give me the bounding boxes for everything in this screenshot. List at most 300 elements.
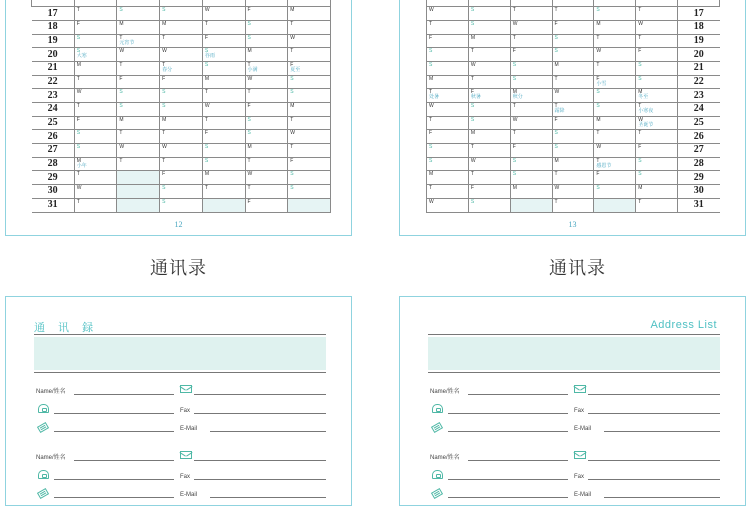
calendar-cell: [468, 144, 510, 158]
mobile-icon: [37, 488, 49, 499]
calendar-cell: [510, 157, 552, 171]
calendar-cell: [636, 75, 678, 89]
weekday-letter: T: [119, 157, 123, 164]
day-number: 29: [32, 171, 75, 185]
calendar-cell: [202, 198, 245, 212]
calendar-row: [427, 198, 720, 212]
day-number: 18: [678, 20, 720, 34]
calendar-cell: [636, 157, 678, 171]
calendar-cell: [202, 48, 245, 62]
calendar-cell: [288, 7, 331, 21]
calendar-cell: [288, 157, 331, 171]
weekday-letter: W: [470, 157, 476, 164]
envelope-icon: [180, 385, 192, 393]
weekday-letter: S: [247, 116, 251, 123]
calendar-cell: [510, 48, 552, 62]
weekday-letter: M: [119, 20, 124, 27]
calendar-row: [32, 7, 331, 21]
calendar-cell: [594, 130, 636, 144]
calendar-cell: [245, 7, 288, 21]
weekday-letter: F: [119, 75, 123, 82]
calendar-cell: [117, 157, 160, 171]
calendar-cell: [468, 89, 510, 103]
calendar-cell: [468, 48, 510, 62]
contact-entry: [34, 451, 326, 506]
calendar-cell: [427, 48, 469, 62]
phone-icon: [38, 404, 49, 413]
calendar-cell: [510, 185, 552, 199]
weekday-letter: S: [596, 103, 600, 109]
weekday-letter: T: [204, 20, 208, 27]
weekday-letter: F: [554, 116, 558, 123]
calendar-cell: [510, 103, 552, 117]
calendar-row: [32, 185, 331, 199]
weekday-letter: W: [554, 185, 560, 192]
mobile-field-line[interactable]: [54, 431, 174, 432]
weekday-letter: T: [76, 103, 80, 109]
day-number: 30: [678, 185, 720, 199]
calendar-cell: [288, 0, 331, 7]
calendar-row: [32, 144, 331, 158]
calendar-cell: [468, 0, 510, 7]
weekday-letter: S: [554, 48, 558, 55]
weekday-letter: S: [638, 75, 642, 82]
weekday-letter: W: [76, 185, 82, 192]
weekday-letter: T: [162, 157, 166, 164]
weekday-letter: S: [247, 20, 251, 27]
weekday-letter: W: [596, 144, 602, 151]
mobile-row: [34, 422, 326, 434]
calendar-cell: [245, 171, 288, 185]
calendar-cell: [678, 0, 720, 7]
calendar-cell: [510, 130, 552, 144]
calendar-cell: [510, 116, 552, 130]
weekday-letter: S: [162, 185, 166, 192]
name-field-line[interactable]: [74, 460, 174, 461]
calendar-cell: [427, 61, 469, 75]
festival-label: 元宵节: [119, 39, 135, 46]
calendar-cell: [636, 130, 678, 144]
weekday-letter: S: [204, 61, 209, 68]
email-field-line[interactable]: [210, 431, 326, 432]
weekday-letter: S: [76, 34, 81, 41]
day-number: 23: [32, 89, 75, 103]
calendar-row: [427, 171, 720, 185]
weekday-letter: S: [554, 34, 558, 41]
calendar-cell: [202, 89, 245, 103]
calendar-cell: [74, 198, 117, 212]
festival-label: 霜降: [554, 108, 565, 114]
calendar-cell: [160, 130, 203, 144]
weekday-letter: T: [638, 198, 642, 205]
name-row: [34, 451, 326, 463]
calendar-row: [32, 198, 331, 212]
calendar-cell: [468, 7, 510, 21]
weekday-letter: T: [429, 185, 433, 192]
festival-label: 小寒夜: [638, 108, 654, 114]
calendar-cell: [636, 20, 678, 34]
weekday-letter: T: [247, 157, 251, 164]
weekday-letter: W: [204, 103, 210, 109]
weekday-letter: W: [290, 130, 295, 137]
calendar-cell: [552, 198, 594, 212]
address-title: 通 讯 録: [34, 322, 99, 334]
calendar-cell: [427, 185, 469, 199]
weekday-letter: W: [76, 89, 82, 96]
calendar-cell: [74, 185, 117, 199]
weekday-letter: M: [162, 20, 167, 27]
weekday-letter: T: [470, 75, 474, 82]
name-field-line[interactable]: [74, 394, 174, 395]
weekday-letter: T: [247, 61, 251, 68]
weekday-letter: S: [512, 171, 517, 178]
weekday-letter: W: [638, 116, 643, 123]
weekday-letter: S: [76, 48, 81, 55]
weekday-letter: S: [162, 7, 166, 14]
weekday-letter: S: [429, 61, 433, 68]
weekday-letter: T: [638, 7, 642, 14]
contact-entry: [428, 385, 720, 445]
calendar-cell: [427, 144, 469, 158]
weekday-letter: M: [162, 116, 167, 123]
calendar-cell: [74, 103, 117, 117]
calendar-cell: [245, 103, 288, 117]
email-field-line[interactable]: [210, 497, 326, 498]
weekday-letter: W: [162, 48, 167, 55]
calendar-cell: [468, 185, 510, 199]
calendar-cell: [74, 48, 117, 62]
weekday-letter: S: [204, 144, 209, 151]
calendar-cell: [288, 130, 331, 144]
calendar-cell: [510, 34, 552, 48]
calendar-cell: [160, 171, 203, 185]
phone-field-line[interactable]: [448, 479, 568, 480]
calendar-row: [427, 20, 720, 34]
weekday-letter: T: [429, 116, 433, 123]
weekday-letter: T: [596, 61, 600, 68]
weekday-letter: F: [512, 48, 516, 55]
weekday-letter: S: [119, 89, 123, 96]
weekday-letter: S: [596, 185, 600, 192]
phone-field-line[interactable]: [54, 479, 174, 480]
name-field-line[interactable]: [468, 394, 568, 395]
address-field-line[interactable]: [194, 460, 326, 461]
address-page-left: [5, 296, 352, 506]
calendar-cell: [117, 103, 160, 117]
calendar-cell: [74, 89, 117, 103]
weekday-letter: F: [470, 185, 474, 192]
calendar-cell: [202, 171, 245, 185]
calendar-cell: [245, 0, 288, 7]
weekday-letter: M: [290, 7, 295, 14]
calendar-cell: [288, 34, 331, 48]
weekday-letter: T: [429, 20, 433, 27]
divider: [34, 334, 326, 335]
fax-field-line[interactable]: [194, 479, 326, 480]
calendar-cell: [552, 48, 594, 62]
weekday-letter: F: [162, 171, 166, 178]
weekday-letter: S: [119, 103, 123, 109]
weekday-letter: F: [247, 198, 251, 205]
calendar-cell: [202, 7, 245, 21]
phone-row: [428, 470, 720, 482]
calendar-row: [427, 75, 720, 89]
weekday-letter: S: [512, 75, 517, 82]
weekday-letter: S: [290, 75, 294, 82]
weekday-letter: W: [512, 20, 518, 27]
address-field-line[interactable]: [588, 460, 720, 461]
weekday-letter: M: [247, 48, 252, 55]
calendar-page-13: [399, 0, 746, 236]
calendar-row: [32, 130, 331, 144]
weekday-letter: S: [470, 116, 475, 123]
weekday-letter: S: [470, 7, 475, 14]
fax-field-line[interactable]: [588, 479, 720, 480]
calendar-cell: [510, 144, 552, 158]
weekday-letter: T: [596, 130, 600, 137]
address-title: Address List: [650, 319, 717, 331]
calendar-cell: [74, 0, 117, 7]
day-number: 29: [678, 171, 720, 185]
weekday-letter: S: [162, 103, 166, 109]
calendar-row: [427, 144, 720, 158]
calendar-cell: [510, 198, 552, 212]
name-label: Name/姓名: [430, 389, 460, 395]
weekday-letter: T: [512, 103, 516, 109]
weekday-letter: M: [596, 20, 601, 27]
calendar-cell: [245, 185, 288, 199]
weekday-letter: T: [512, 7, 516, 14]
address-field-line[interactable]: [194, 394, 326, 395]
calendar-cell: [288, 116, 331, 130]
weekday-letter: T: [162, 61, 166, 68]
calendar-row: [427, 103, 720, 117]
envelope-icon: [574, 385, 586, 393]
calendar-cell: [468, 130, 510, 144]
calendar-cell: [117, 89, 160, 103]
mobile-icon: [431, 488, 443, 499]
calendar-cell: [160, 75, 203, 89]
fax-field-line[interactable]: [194, 413, 326, 414]
calendar-cell: [552, 7, 594, 21]
weekday-letter: W: [470, 61, 476, 68]
weekday-letter: S: [470, 20, 475, 27]
calendar-cell: [468, 61, 510, 75]
calendar-cell: [427, 34, 469, 48]
email-field-line[interactable]: [604, 431, 720, 432]
weekday-letter: S: [290, 171, 294, 178]
calendar-cell: [468, 198, 510, 212]
weekday-letter: T: [162, 34, 166, 41]
calendar-cell: [117, 0, 160, 7]
calendar-cell: [427, 103, 469, 117]
address-page-right: [399, 296, 746, 506]
calendar-cell: [160, 185, 203, 199]
weekday-letter: T: [470, 144, 474, 151]
calendar-cell: [636, 61, 678, 75]
phone-field-line[interactable]: [448, 413, 568, 414]
weekday-letter: W: [429, 7, 434, 14]
calendar-cell: [594, 198, 636, 212]
phone-row: [34, 470, 326, 482]
divider: [428, 372, 720, 373]
email-label: E-Mail: [574, 492, 592, 498]
weekday-letter: T: [638, 130, 642, 137]
weekday-letter: F: [247, 103, 251, 109]
calendar-row: [427, 185, 720, 199]
weekday-letter: F: [470, 89, 474, 96]
calendar-cell: [636, 171, 678, 185]
calendar-cell: [202, 103, 245, 117]
calendar-cell: [594, 61, 636, 75]
calendar-cell: [552, 185, 594, 199]
weekday-letter: T: [554, 7, 558, 14]
calendar-cell: [202, 20, 245, 34]
weekday-letter: F: [290, 61, 294, 68]
calendar-cell: [202, 61, 245, 75]
day-number: 27: [678, 144, 720, 158]
email-label: E-Mail: [574, 426, 592, 432]
weekday-letter: S: [470, 198, 475, 205]
title-band: [34, 337, 326, 370]
name-row: [428, 451, 720, 463]
calendar-row: [427, 116, 720, 130]
calendar-cell: [117, 20, 160, 34]
weekday-letter: T: [290, 144, 294, 151]
calendar-cell: [468, 75, 510, 89]
festival-label: 春分: [162, 66, 173, 73]
calendar-cell: [160, 20, 203, 34]
weekday-letter: T: [76, 75, 80, 82]
mobile-icon: [431, 422, 443, 433]
calendar-cell: [552, 34, 594, 48]
calendar-cell: [288, 144, 331, 158]
weekday-letter: F: [638, 144, 642, 151]
weekday-letter: S: [638, 61, 642, 68]
weekday-letter: T: [204, 116, 208, 123]
weekday-letter: S: [429, 48, 433, 55]
weekday-letter: M: [596, 116, 601, 123]
weekday-letter: T: [247, 185, 251, 192]
calendar-row: [32, 48, 331, 62]
page-number: 12: [174, 220, 183, 229]
calendar-cell: [288, 75, 331, 89]
day-number: 27: [32, 144, 75, 158]
calendar-row: [427, 48, 720, 62]
day-number: 17: [32, 7, 75, 21]
calendar-cell: [594, 171, 636, 185]
weekday-letter: M: [204, 75, 209, 82]
weekday-letter: M: [470, 130, 476, 137]
weekday-letter: S: [290, 185, 294, 192]
calendar-cell: [594, 7, 636, 21]
mobile-row: [428, 488, 720, 500]
calendar-cell: [510, 0, 552, 7]
fax-field-line[interactable]: [588, 413, 720, 414]
email-field-line[interactable]: [604, 497, 720, 498]
calendar-cell: [552, 89, 594, 103]
weekday-letter: T: [290, 20, 294, 27]
calendar-cell: [245, 75, 288, 89]
mobile-field-line[interactable]: [448, 431, 568, 432]
calendar-cell: [552, 20, 594, 34]
weekday-letter: M: [512, 185, 517, 192]
mobile-field-line[interactable]: [448, 497, 568, 498]
weekday-letter: W: [247, 75, 253, 82]
name-field-line[interactable]: [468, 460, 568, 461]
address-field-line[interactable]: [588, 394, 720, 395]
weekday-letter: T: [596, 34, 600, 41]
calendar-cell: [160, 144, 203, 158]
weekday-letter: W: [554, 89, 560, 96]
phone-row: [34, 404, 326, 416]
calendar-cell: [117, 144, 160, 158]
calendar-cell: [636, 0, 678, 7]
festival-label: 秋分: [512, 94, 523, 101]
weekday-letter: S: [162, 89, 166, 96]
calendar-cell: [468, 171, 510, 185]
calendar-row: [32, 34, 331, 48]
weekday-letter: M: [638, 89, 643, 96]
weekday-letter: W: [162, 144, 167, 151]
mobile-field-line[interactable]: [54, 497, 174, 498]
calendar-cell: [427, 20, 469, 34]
weekday-letter: T: [512, 34, 516, 41]
calendar-cell: [160, 198, 203, 212]
calendar-cell: [427, 89, 469, 103]
weekday-letter: W: [119, 144, 125, 151]
weekday-letter: T: [470, 171, 474, 178]
calendar-cell: [117, 34, 160, 48]
calendar-cell: [594, 0, 636, 7]
day-number: 30: [32, 185, 75, 199]
weekday-letter: M: [247, 144, 252, 151]
calendar-cell: [468, 103, 510, 117]
day-number: 26: [678, 130, 720, 144]
calendar-cell: [636, 198, 678, 212]
weekday-letter: F: [596, 75, 600, 82]
weekday-letter: S: [512, 61, 517, 68]
festival-label: 冬至: [638, 94, 649, 101]
weekday-letter: W: [290, 34, 295, 41]
divider: [428, 334, 720, 335]
calendar-row: [32, 20, 331, 34]
day-number: 31: [32, 198, 75, 212]
festival-label: 圣诞节: [638, 121, 654, 128]
weekday-letter: W: [119, 48, 125, 55]
weekday-letter: W: [638, 20, 643, 27]
weekday-letter: T: [119, 61, 123, 68]
weekday-letter: T: [76, 198, 80, 205]
weekday-letter: T: [290, 48, 294, 55]
calendar-row: [32, 116, 331, 130]
weekday-letter: M: [554, 61, 559, 68]
calendar-cell: [245, 61, 288, 75]
calendar-cell: [427, 157, 469, 171]
calendar-cell: [427, 171, 469, 185]
weekday-letter: W: [429, 103, 434, 109]
calendar-cell: [245, 116, 288, 130]
festival-label: 夏至: [290, 66, 301, 73]
weekday-letter: T: [554, 198, 558, 205]
phone-field-line[interactable]: [54, 413, 174, 414]
calendar-cell: [202, 144, 245, 158]
calendar-cell: [74, 144, 117, 158]
calendar-cell: [74, 171, 117, 185]
weekday-letter: F: [76, 20, 80, 27]
calendar-cell: [74, 61, 117, 75]
weekday-letter: S: [429, 157, 433, 164]
